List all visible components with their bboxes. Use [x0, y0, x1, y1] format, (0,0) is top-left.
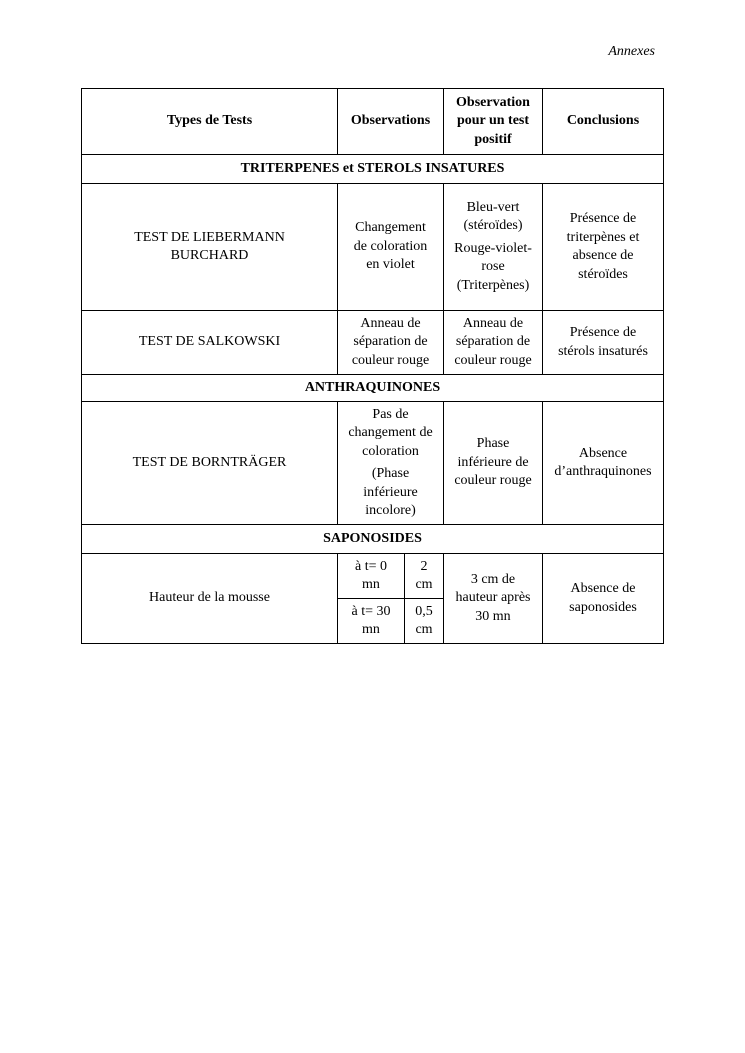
cell-line: cm	[415, 577, 433, 592]
phytochemical-screening-table	[81, 88, 664, 644]
conclusion-cell	[543, 402, 664, 525]
cell-line: cm	[415, 622, 433, 637]
col-header-conclusions: Conclusions	[543, 89, 664, 155]
cell-line: rose	[481, 259, 505, 275]
test-name-foam-height: Hauteur de la mousse	[82, 554, 338, 644]
cell-line: séparation de	[353, 334, 428, 350]
cell-line: séparation de	[455, 334, 531, 350]
cell-line: mn	[362, 622, 380, 637]
cell-line: 30 mn	[475, 608, 511, 624]
positive-observation-cell	[444, 402, 543, 525]
section-title-saponosides: SAPONOSIDES	[82, 525, 664, 554]
table-row	[82, 311, 664, 375]
cell-line: en violet	[366, 257, 415, 273]
cell-line: couleur rouge	[351, 352, 430, 368]
observation-cell	[338, 402, 444, 525]
test-name-salkowski: TEST DE SALKOWSKI	[82, 311, 338, 375]
cell-line: incolore)	[365, 503, 416, 518]
positive-observation-cell	[444, 184, 543, 311]
cell-line: stéroïdes	[578, 266, 628, 282]
conclusion-cell	[543, 184, 664, 311]
cell-line: à t= 0	[355, 558, 387, 574]
cell-line: mn	[362, 577, 380, 592]
cell-line: 3 cm de	[470, 571, 516, 587]
cell-line: Anneau de	[360, 315, 421, 331]
table-header-row	[82, 89, 664, 155]
cell-line: triterpènes et	[566, 229, 640, 245]
cell-line: Bleu-vert	[466, 199, 520, 215]
conclusion-cell	[543, 311, 664, 375]
cell-line: Changement	[355, 220, 426, 236]
cell-line: de coloration	[353, 238, 428, 254]
cell-line: Anneau de	[462, 315, 524, 331]
cell-line: absence de	[572, 248, 634, 263]
cell-line: couleur rouge	[454, 473, 532, 489]
cell-line: inférieure	[363, 484, 418, 500]
col-header-observations: Observations	[338, 89, 444, 155]
col-header-positive-observation	[444, 89, 543, 155]
section-row	[82, 155, 664, 184]
height-cell	[405, 554, 444, 599]
observation-cell	[338, 184, 444, 311]
table-row	[82, 402, 664, 525]
col-header-line: Observation	[456, 94, 530, 110]
cell-line: Absence de	[570, 581, 636, 596]
cell-line: couleur rouge	[454, 352, 532, 368]
cell-line: changement de	[348, 425, 433, 440]
section-row	[82, 375, 664, 402]
section-title-anthraquinones: ANTHRAQUINONES	[82, 375, 664, 402]
cell-line: stérols insaturés	[558, 343, 648, 359]
table-row	[82, 554, 664, 599]
time-cell	[338, 599, 405, 644]
height-cell	[405, 599, 444, 644]
cell-line: hauteur après	[455, 590, 531, 606]
section-row	[82, 525, 664, 554]
cell-line: Rouge-violet-	[454, 240, 532, 256]
cell-line: (stéroïdes)	[463, 218, 523, 234]
cell-line: Absence	[578, 445, 628, 461]
section-title-triterpenes: TRITERPENES et STEROLS INSATURES	[82, 155, 664, 184]
col-header-line: pour un test	[456, 113, 530, 129]
cell-line: coloration	[362, 443, 419, 459]
test-name-liebermann	[82, 184, 338, 311]
cell-line: TEST DE LIEBERMANN	[134, 229, 285, 245]
cell-line: Présence de	[569, 211, 637, 226]
observation-cell	[338, 311, 444, 375]
cell-line: à t= 30	[351, 603, 391, 619]
cell-line: (Phase	[371, 466, 410, 481]
test-name-borntrager: TEST DE BORNTRÄGER	[82, 402, 338, 525]
col-header-line: positif	[474, 131, 512, 147]
col-header-tests: Types de Tests	[82, 89, 338, 155]
cell-line: 0,5	[415, 603, 433, 619]
positive-observation-cell	[444, 311, 543, 375]
cell-line: Présence de	[569, 325, 637, 340]
time-cell	[338, 554, 405, 599]
conclusion-cell	[543, 554, 664, 644]
cell-line: inférieure de	[457, 454, 529, 470]
cell-line: Phase	[476, 436, 510, 452]
cell-line: (Triterpènes)	[456, 277, 530, 293]
cell-line: d’anthraquinones	[554, 464, 652, 479]
cell-line: 2	[420, 558, 428, 574]
positive-observation-cell	[444, 554, 543, 644]
cell-line: saponosides	[569, 599, 637, 615]
running-header: Annexes	[608, 44, 655, 59]
cell-line: BURCHARD	[170, 248, 249, 263]
table-row	[82, 184, 664, 311]
cell-line: Pas de	[372, 406, 409, 422]
